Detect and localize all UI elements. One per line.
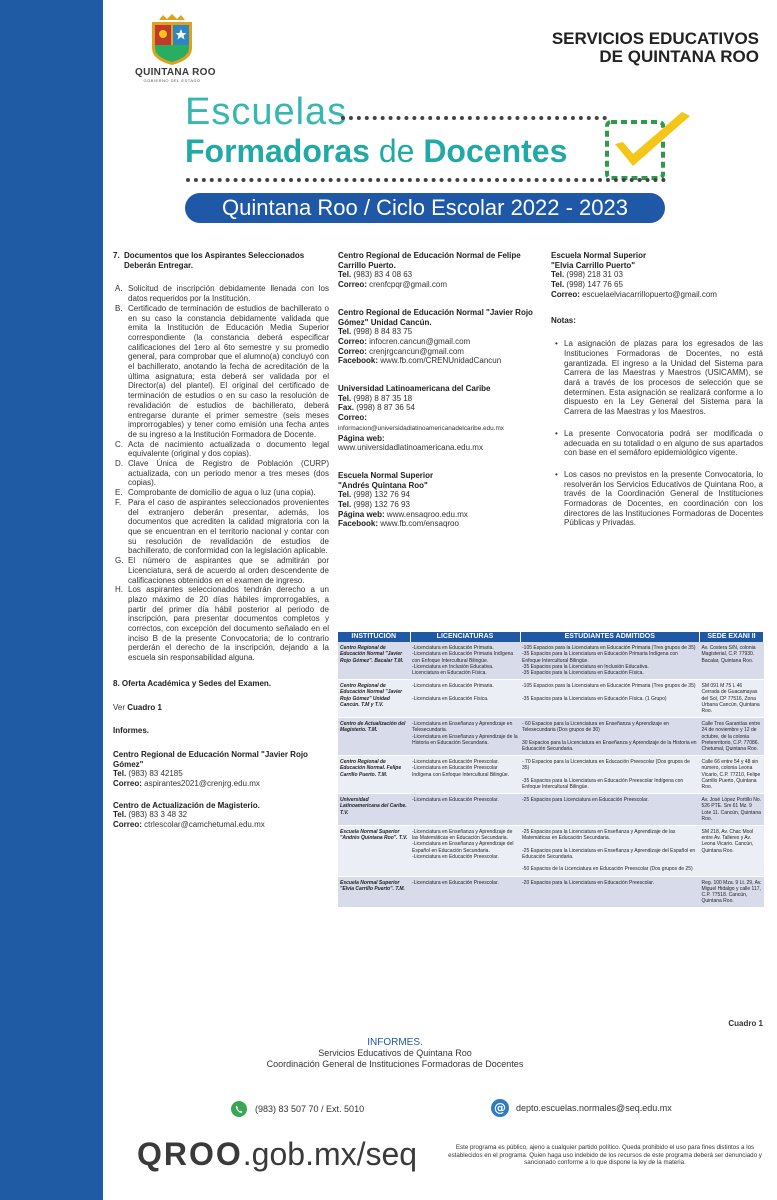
contact-email[interactable]: ctrlescolar@camchetumal.edu.mx	[144, 820, 265, 830]
table-row	[338, 826, 764, 876]
footer-phone[interactable]	[231, 1101, 364, 1117]
requirement-text: Clave Única de Registro de Población (CURP) actualizada, con un periodo menor a tres meses (dos copias).	[128, 459, 329, 488]
tel-label: Tel.	[338, 270, 352, 280]
left-color-bar	[0, 0, 103, 1200]
admitted-cell: - 60 Espacios para la Licenciatura en Enseñanza y Aprendizaje en Telesecundaria (Dos grupos de 30) 30 Espacios para la Licenciatura en Enseñanza y Aprendizaje de la Historia en Educación Secundaria.	[520, 718, 700, 756]
contact-ens-ecp	[551, 251, 763, 300]
exam-site-cell: SM 091 M 75 L 46 Cerrada de Guacamayas del Sol, CP 77516, Zona Urbana Cancún, Quintana Roo.	[700, 680, 764, 718]
at-sign-icon	[491, 1099, 509, 1117]
contact-phone: (983) 83 42185	[128, 769, 183, 779]
requirement-text: El número de aspirantes que se admitirán por Licenciatura, será de acuerdo al orden descendente de calificaciones obtenidos en el examen de ingreso.	[128, 556, 329, 585]
table-header-cell: SEDE EXANI II	[700, 632, 764, 642]
contact-phone: (998) 8 84 83 75	[353, 327, 413, 337]
mail-label: Correo:	[338, 336, 367, 346]
column-left	[113, 251, 329, 842]
agency-line-1: SERVICIOS EDUCATIVOS	[551, 29, 759, 48]
contact-phone: (998) 132 76 94	[353, 490, 410, 500]
tel-label: Tel.	[551, 280, 565, 290]
title-line-1: Escuelas	[185, 91, 348, 133]
contact-cam	[113, 801, 329, 830]
tel-label: Tel.	[338, 327, 352, 337]
title-word-de: de	[378, 133, 415, 169]
table-header-cell: ESTUDIANTES ADMITIDOS	[520, 632, 700, 642]
fax-label: Fax.	[338, 403, 355, 413]
contact-fax: (998) 8 87 36 54	[356, 403, 415, 413]
mail-label: Correo:	[551, 289, 580, 299]
tel-label: Tel.	[551, 270, 565, 280]
contact-email[interactable]: crenfcpqr@gmail.com	[369, 280, 448, 290]
informes-label: Informes.	[113, 726, 150, 736]
contact-phone: (998) 218 31 03	[566, 270, 623, 280]
note-item	[555, 470, 763, 528]
admitted-cell: - 70 Espacios para la Licenciatura en Educación Preescolar (Dos grupos de 35) -35 Espacios para la Licenciatura en Educación Preescolar Indígena con Enfoque Intercultural Bilingüe.	[520, 756, 700, 794]
note-text: La presente Convocatoria podrá ser modificada o adecuada en su totalidad o en alguno de sus apartados con base en el semáforo epidemiológico vigente.	[564, 428, 763, 458]
legal-disclaimer: Este programa es público, ajeno a cualquier partido político. Queda prohibido el uso para fines distintos a los establecidos en el programa. Quien haga uso indebido de los recursos de este programa deberá ser denunciado y sancionado conforme a lo que dispone la ley de la materia.	[448, 1144, 762, 1167]
table-row	[338, 876, 764, 908]
programs-cell: -Licenciatura en Educación Preescolar. -Licenciatura en Educación Preescolar Indígena con Enfoque Intercultural Bilingüe.	[410, 756, 520, 794]
programs-cell: -Licenciatura en Educación Primaria. -Licenciatura en Educación Física.	[410, 680, 520, 718]
bullet-icon: •	[555, 428, 558, 438]
admitted-cell: -105 Espacios para la Licenciatura en Educación Primaria (Tres grupos de 35) -35 Espacios para la Licenciatura en Educación Física. (1 Grupo)	[520, 680, 700, 718]
table-header-row	[338, 632, 764, 642]
requirement-key: F.	[115, 497, 122, 507]
admitted-cell: -25 Espacios para la Licenciatura en Enseñanza y Aprendizaje de las Matemáticas en Educación Secundaria. -25 Espacios para la Licenciatura en Enseñanza y Aprendizaje del Español en Educación Secundaria. -50 Espacios de la Licenciatura en Educación Preescolar (Dos grupos de 25)	[520, 826, 700, 876]
contact-website[interactable]: www.ensaqroo.edu.mx	[386, 509, 468, 519]
contact-website[interactable]: www.universidadlatinoamericana.edu.mx	[338, 443, 483, 453]
contact-email[interactable]: infocren.cancun@gmail.com	[369, 336, 471, 346]
institution-cell: Escuela Normal Superior "Elvia Carrillo Puerto". T.M.	[338, 876, 410, 908]
table-row	[338, 718, 764, 756]
mail-label: Correo:	[113, 820, 142, 830]
contact-phone: (998) 8 87 35 18	[353, 393, 413, 403]
mail-label: Correo:	[338, 346, 367, 356]
table-header-cell: INSTITUCIÓN	[338, 632, 410, 642]
exam-site-cell: Av. Costera S/N, colonia Magisterial, C.P. 77930. Bacalar, Quintana Roo.	[700, 642, 764, 680]
institution-cell: Centro de Actualización del Magisterio. T.M.	[338, 718, 410, 756]
tel-label: Tel.	[113, 769, 127, 779]
agency-name	[499, 30, 759, 66]
admitted-cell: -105 Espacios para la Licenciatura en Educación Primaria (Tres grupos de 35) -35 Espacios para la Licenciatura en Educación Primaria Indígena con Enfoque Intercultural Bilingüe. -35 Espacios para la Licenciatura en Inclusión Educativa. -35 Espacios para la Licenciatura en Educación Física.	[520, 642, 700, 680]
website-url[interactable]	[137, 1136, 417, 1173]
footer-info-title: INFORMES.	[367, 1037, 423, 1048]
footer-info	[180, 1037, 610, 1070]
section-7-heading-text: Documentos que los Aspirantes Seleccionados Deberán Entregar.	[124, 251, 305, 270]
requirement-text: Los aspirantes seleccionados tendrán derecho a un plazo máximo de 20 días hábiles improrrogables, a partir del primer día hábil posterior al periodo de inscripción, para presentar documentos completos y correctos, con excepción del documento señalado en el inciso B de la presente Convocatoria; de lo contrario perderán el derecho de la inscripción, dejando a la escuela sin responsabilidad alguna.	[128, 585, 329, 663]
logo-subtitle: GOBIERNO DEL ESTADO	[143, 78, 201, 83]
exam-site-cell: Av. José López Portillo No. 526 PTE. Sm 61 Mz. 9 Lote 11. Cancún, Quintana Roo.	[700, 794, 764, 826]
website-url-bold: QROO	[137, 1136, 243, 1172]
contact-name: Centro Regional de Educación Normal de Felipe Carrillo Puerto.	[338, 251, 521, 270]
contact-facebook[interactable]: www.fb.com/CRENUnidadCancun	[380, 356, 502, 366]
footer-email-text: depto.escuelas.normales@seq.edu.mx	[516, 1103, 672, 1113]
contact-cren-cancun	[338, 308, 541, 366]
contact-crenjrg	[113, 750, 329, 789]
see-label: Ver	[113, 702, 126, 712]
table-header-cell: LICENCIATURAS	[410, 632, 520, 642]
footer-info-line-1: Servicios Educativos de Quintana Roo	[318, 1048, 472, 1058]
contact-ens-aqr	[338, 471, 541, 529]
tel-label: Tel.	[338, 500, 352, 510]
state-logo	[135, 14, 216, 96]
requirement-item	[115, 284, 329, 303]
table-body	[338, 642, 764, 908]
programs-cell: -Licenciatura en Educación Primaria. -Licenciatura en Educación Primaria Indígena con Enfoque Intercultural Bilingüe. -Licenciatura en Inclusión Educativa. Licenciatura en Educación Física.	[410, 642, 520, 680]
note-item	[555, 429, 763, 458]
whatsapp-phone-icon	[231, 1101, 247, 1117]
requirement-item	[115, 440, 329, 459]
tel-label: Tel.	[338, 490, 352, 500]
table-row	[338, 756, 764, 794]
contact-name-2: "Elvia Carrillo Puerto"	[551, 260, 636, 270]
cycle-banner: Quintana Roo / Ciclo Escolar 2022 - 2023	[185, 193, 665, 223]
footer-phone-text: (983) 83 507 70 / Ext. 5010	[255, 1104, 365, 1114]
logo-name: QUINTANA ROO	[135, 67, 216, 78]
footer-info-line-2: Coordinación General de Instituciones Formadoras de Docentes	[266, 1059, 524, 1069]
requirement-item	[115, 556, 329, 585]
contact-name: Centro de Actualización de Magisterio.	[113, 800, 260, 810]
requirement-key: G.	[115, 556, 124, 566]
requirement-item	[115, 459, 329, 488]
section-7-heading: 7. Documentos que los Aspirantes Seleccionados Deberán Entregar.	[113, 251, 329, 270]
requirement-text: Certificado de terminación de estudios de bachillerato o en su caso la constancia debidamente validada que emita la Institución de Educación Media Superior correspondiente (la constancia deberá especificar calificaciones del 1ero al 6to semestre y su promedio general, para comprobar que el alumno(a) concluyó con el bachillerato, anotando la fecha de acreditación de la última asignatura; esta deberá ser validada por el Director(a) del plantel). El original del certificado de terminación de estudios o en su caso la resolución de revalidación de estudios de bachillerato, deberá entregarse durante el primer semestre (seis meses improrrogables) y tener como emisión una fecha antes de su ingreso a la Institución Formadora de Docente.	[128, 303, 329, 439]
section-8-heading: 8. Oferta Académica y Sedes del Examen.	[113, 678, 272, 688]
notes-list	[551, 339, 763, 528]
exam-site-cell: SM 218, Av. Chac Mool entre Av. Talleres y Av. Leona Vicario. Cancún, Quintana Roo.	[700, 826, 764, 876]
requirement-text: Solicitud de inscripción debidamente llenada con los datos requeridos por la Institución.	[128, 284, 329, 304]
facebook-label: Facebook:	[338, 519, 379, 529]
contact-name-2: "Andrés Quintana Roo"	[338, 480, 428, 490]
requirement-text: Comprobante de domicilio de agua o luz (una copia).	[128, 488, 316, 498]
requirement-text: Acta de nacimiento actualizada o documento legal equivalente (original y dos copias).	[128, 439, 329, 459]
table-row	[338, 642, 764, 680]
requirement-item	[115, 585, 329, 663]
tel-label: Tel.	[338, 393, 352, 403]
contact-name: Centro Regional de Educación Normal "Javier Rojo Gómez"	[113, 749, 308, 769]
contact-email[interactable]: crenjrgcancun@gmail.com	[369, 346, 464, 356]
footer-email[interactable]	[491, 1099, 672, 1117]
table-caption: Cuadro 1	[728, 1019, 763, 1028]
contact-email[interactable]: informacion@universidadlatinoamericanadelcaribe.edu.mx	[338, 424, 504, 432]
programs-cell: -Licenciatura en Educación Preescolar.	[410, 794, 520, 826]
admitted-cell: -20 Espacios para la Licenciatura en Educación Preescolar.	[520, 876, 700, 908]
contact-facebook[interactable]: www.fb.com/ensaqroo	[380, 519, 459, 529]
contact-cren-fcp	[338, 251, 541, 290]
requirement-key: C.	[115, 439, 123, 449]
institution-cell: Centro Regional de Educación Normal. Felipe Carrillo Puerto. T.M.	[338, 756, 410, 794]
requirement-key: H.	[115, 585, 123, 595]
web-label: Página web:	[338, 509, 385, 519]
mail-label: Correo:	[113, 779, 142, 789]
programs-cell: -Licenciatura en Enseñanza y Aprendizaje de las Matemáticas en Educación Secundaria. -Licenciatura en Enseñanza y Aprendizaje del Español en Educación Secundaria. -Licenciatura en Educación Preescolar.	[410, 826, 520, 876]
contact-name: Centro Regional de Educación Normal "Javier Rojo Gómez" Unidad Cancún.	[338, 307, 533, 327]
requirement-text: Para el caso de aspirantes seleccionados provenientes del extranjero deberán presentar, además, los documentos que acrediten la calidad migratoria con la que se encuentran en el territorio nacional y contar con su resolución de revalidación de estudios de bachillerato, de conformidad con la legislación aplicable.	[128, 497, 329, 556]
requirement-item	[115, 488, 329, 498]
contact-email[interactable]: aspirantes2021@crenjrg.edu.mx	[144, 779, 260, 789]
note-text: Los casos no previstos en la presente Convocatoria, lo resolverán los Servicios Educativos de Quintana Roo, a través de la Coordinación General de Instituciones Formadoras de Docentes, en coordinación con los directores de las Instituciones Formadoras de Docentes Públicas y Privadas.	[564, 469, 763, 528]
requirement-key: E.	[115, 488, 123, 498]
column-middle	[338, 251, 541, 541]
bullet-icon: •	[555, 469, 558, 479]
exam-site-cell: Calle Tres Garantías entre 24 de noviembre y 12 de octubre, de la colonia Pretenrritorio, C.P. 77086. Chetumal, Quintana Roo.	[700, 718, 764, 756]
title-line-2	[185, 133, 567, 169]
dotted-divider-bottom	[186, 178, 666, 182]
requirement-key: D.	[115, 459, 123, 469]
admitted-cell: -25 Espacios para Licenciatura en Educación Preescolar.	[520, 794, 700, 826]
section-7-list	[113, 284, 329, 662]
contact-phone: (983) 83 3 48 32	[128, 810, 188, 820]
contact-phone: (983) 83 4 08 63	[353, 270, 413, 280]
column-right	[551, 251, 763, 540]
dotted-divider-top	[341, 116, 607, 120]
contact-name: Universidad Latinoamericana del Caribe	[338, 384, 491, 394]
note-item	[555, 339, 763, 417]
website-url-rest: .gob.mx/seq	[242, 1136, 418, 1172]
contact-ulc	[338, 384, 541, 453]
see-table-note	[113, 703, 329, 713]
notes-heading: Notas:	[551, 315, 576, 325]
requirement-key: A.	[115, 284, 123, 294]
programs-cell: -Licenciatura en Enseñanza y Aprendizaje en Telesecundaria. -Licenciatura en Enseñanza y Aprendizaje de la Historia en Educación Secundaria.	[410, 718, 520, 756]
institution-cell: Escuela Normal Superior "Andrés Quintana Roo". T.V.	[338, 826, 410, 876]
contact-email[interactable]: escuelaelviacarrillopuerto@gmail.com	[582, 289, 717, 299]
institution-cell: Universidad Latinoamericana del Caribe. T.V.	[338, 794, 410, 826]
coat-of-arms-icon	[149, 14, 195, 66]
agency-line-2: DE QUINTANA ROO	[599, 47, 759, 66]
contact-phone: (998) 147 76 65	[566, 280, 623, 290]
requirement-item	[115, 304, 329, 440]
mail-label: Correo:	[338, 413, 367, 423]
bullet-icon: •	[555, 339, 558, 349]
facebook-label: Facebook:	[338, 356, 379, 366]
requirement-item	[115, 498, 329, 556]
title-word-docentes: Docentes	[423, 133, 568, 169]
note-text: La asignación de plazas para los egresados de las Instituciones Formadoras de Docentes, no está garantizada. El ingreso a la Unidad del Sistema para Carrera de las Maestras y Maestros (USICAMM), se dará a través de los procesos de selección que se determinen. Esta asignación se realizará conforme a lo dispuesto en la Ley General del Sistema para la Carrera de las Maestras y los Maestros.	[564, 339, 763, 417]
web-label: Página web:	[338, 433, 385, 443]
contact-phone: (998) 132 76 93	[353, 500, 410, 510]
tel-label: Tel.	[113, 810, 127, 820]
svg-text:@: @	[494, 1101, 506, 1115]
requirement-key: B.	[115, 303, 123, 313]
contact-name: Escuela Normal Superior	[551, 251, 647, 260]
institution-cell: Centro Regional de Educación Normal "Javier Rojo Gómez". Bacalar T.M.	[338, 642, 410, 680]
programs-cell: -Licenciatura en Educación Preescolar.	[410, 876, 520, 908]
exam-site-cell: Reg. 100 Mza. 9 Lt. 29, Av. Miguel Hidalgo y calle 117, C.P. 77518. Cancún, Quintana Roo.	[700, 876, 764, 908]
see-table-link[interactable]: Cuadro 1	[127, 702, 162, 712]
contact-name: Escuela Normal Superior	[338, 470, 434, 480]
table-row	[338, 680, 764, 718]
table-row	[338, 794, 764, 826]
academic-offer-table	[338, 632, 764, 908]
title-word-formadoras: Formadoras	[185, 133, 370, 169]
institution-cell: Centro Regional de Educación Normal "Javier Rojo Gómez" Unidad Cancún. T.M y T.V.	[338, 680, 410, 718]
exam-site-cell: Calle 66 entre 54 y 48 sin número, colonia Leona Vicario, C.P. 77210, Felipe Carrillo Puerto, Quintana Roo.	[700, 756, 764, 794]
mail-label: Correo:	[338, 280, 367, 290]
